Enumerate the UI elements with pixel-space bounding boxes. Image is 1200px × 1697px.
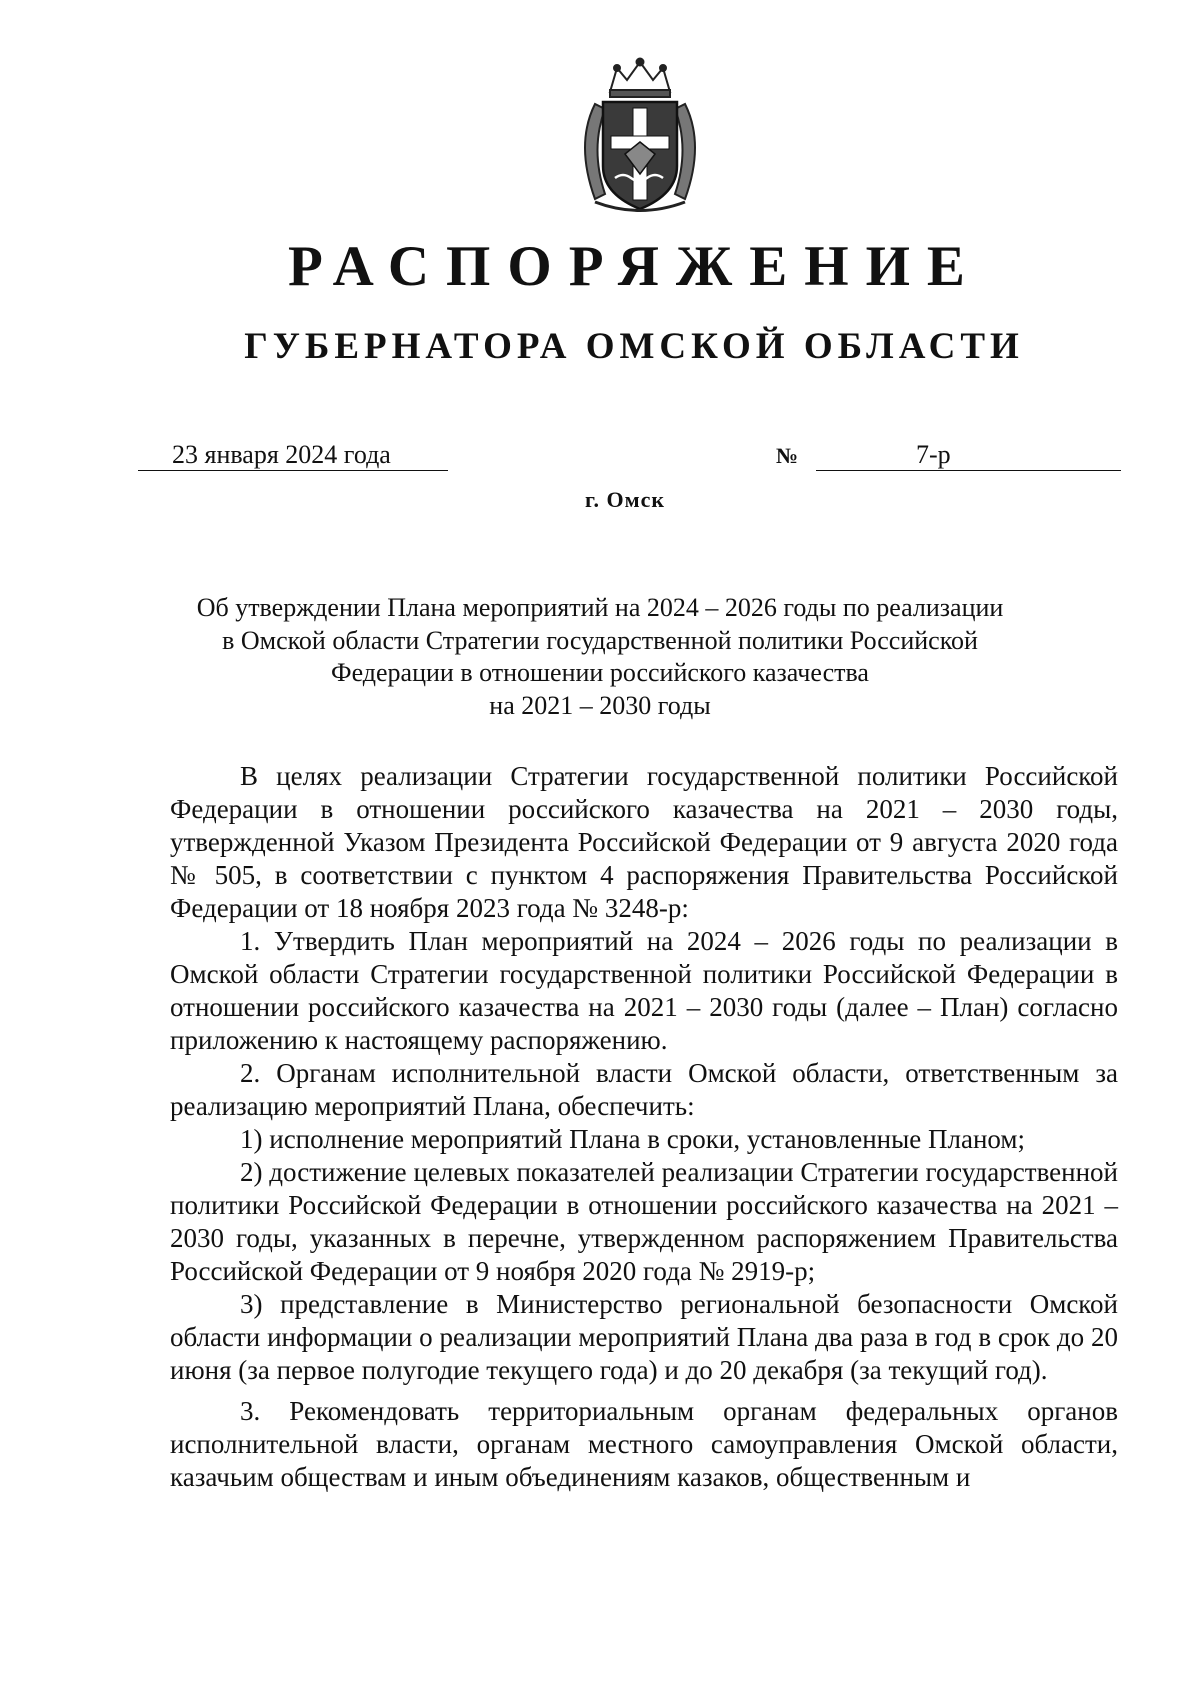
document-city: г. Омск — [584, 487, 666, 512]
heading-line: на 2021 – 2030 годы — [489, 690, 711, 720]
body-paragraph-subitem-2: 2) достижение целевых показателей реализации Стратегии государственной политики Российской Федерации в отношении российского казачества на 2021 – 2030 годы, указанных в перечне, утвержденном распоряжением Правительства Российской Федерации от 9 ноября 2020 года № 2919-р; — [170, 1157, 1118, 1286]
document-title: РАСПОРЯЖЕНИЕ — [288, 235, 982, 298]
body-paragraph-item-3: 3. Рекомендовать территориальным органам федеральных органов исполнительной власти, органам местного самоуправления Омской области, казачьим обществам и иным объединениям казаков, общественным и — [170, 1396, 1118, 1492]
document-heading — [150, 592, 1050, 722]
heading-line: Федерации в отношении российского казачества — [331, 658, 869, 687]
body-paragraph-subitem-1: 1) исполнение мероприятий Плана в сроки, установленные Планом; — [240, 1124, 1025, 1154]
body-paragraph-subitem-3: 3) представление в Министерство региональной безопасности Омской области информации о реализации мероприятий Плана два раза в год в срок до 20 июня (за первое полугодие текущего года) и до 20 декабря (за текущий год). — [170, 1289, 1118, 1385]
body-paragraph-item-1: 1. Утвердить План мероприятий на 2024 – 2026 годы по реализации в Омской области Стратегии государственной политики Российской Федерации в отношении российского казачества на 2021 – 2030 годы (далее – План) согласно приложению к настоящему распоряжению. — [170, 926, 1118, 1055]
document-number: 7-р — [816, 440, 1121, 471]
heading-line: в Омской области Стратегии государственной политики Российской — [222, 625, 978, 655]
body-paragraph-item-2: 2. Органам исполнительной власти Омской области, ответственным за реализацию мероприятий Плана, обеспечить: — [170, 1058, 1118, 1121]
number-label: № — [776, 443, 799, 468]
document-body — [170, 760, 1118, 1494]
document-date: 23 января 2024 года — [138, 440, 448, 471]
body-paragraph-preamble: В целях реализации Стратегии государственной политики Российской Федерации в отношении российского казачества на 2021 – 2030 годы, утвержденной Указом Президента Российской Федерации от 9 августа 2020 года № 505, в соответствии с пунктом 4 распоряжения Правительства Российской Федерации от 18 ноября 2023 года № 3248-р: — [170, 761, 1118, 923]
heading-line: Об утверждении Плана мероприятий на 2024 – 2026 годы по реализации — [196, 593, 1004, 622]
document-subtitle: ГУБЕРНАТОРА ОМСКОЙ ОБЛАСТИ — [244, 326, 1024, 367]
coat-of-arms-icon — [565, 54, 715, 214]
document-number-block — [776, 440, 1121, 471]
